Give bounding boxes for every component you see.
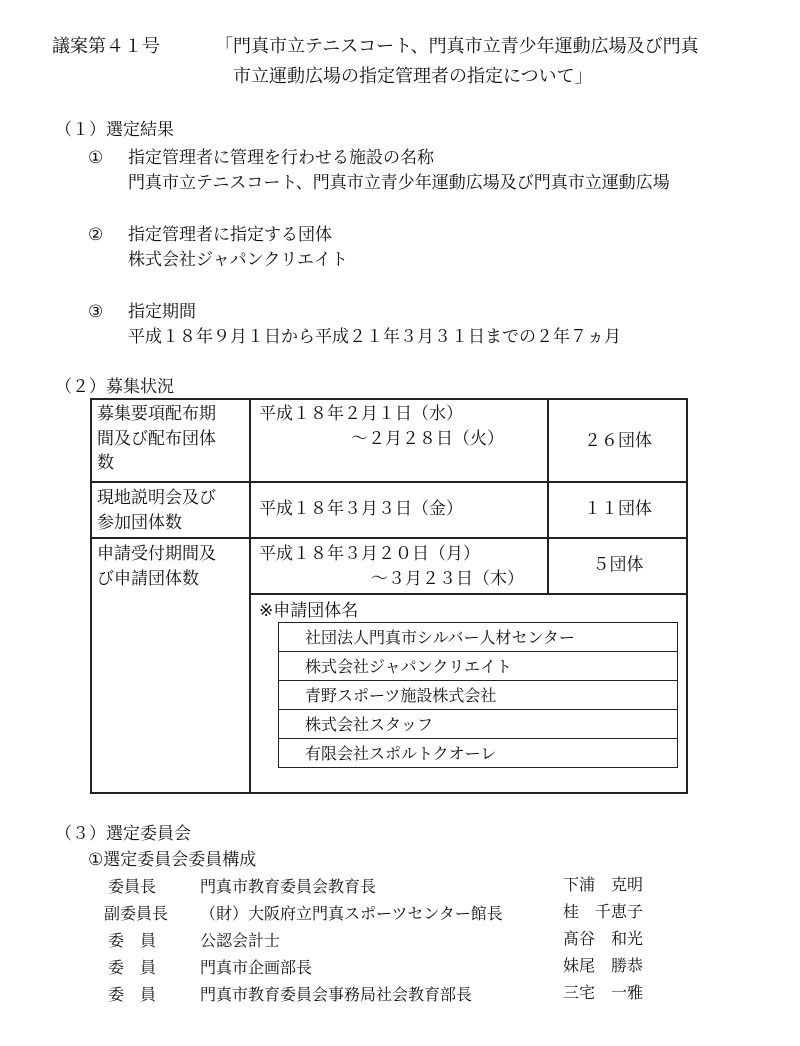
table-row-label xyxy=(90,398,250,482)
section3-heading: （３）選定委員会 xyxy=(55,824,191,844)
applicant-item: 有限会社スポルトクオーレ xyxy=(305,744,497,763)
table-row-label xyxy=(90,538,250,794)
table-row-count: １１団体 xyxy=(548,482,688,538)
title-line: 市立運動広場の指定管理者の指定について」 xyxy=(233,65,593,87)
member-name: 下浦 克明 xyxy=(563,875,644,894)
label-line: 募集要項配布期 xyxy=(97,404,216,424)
item1-label: 指定管理者に管理を行わせる施設の名称 xyxy=(128,148,434,168)
committee-subheading: ①選定委員会委員構成 xyxy=(88,850,257,870)
item2-label: 指定管理者に指定する団体 xyxy=(128,225,332,245)
item3-marker: ③ xyxy=(88,302,104,322)
member-name: 三宅 一雅 xyxy=(563,983,644,1002)
member-affiliation: 門真市企画部長 xyxy=(200,958,313,977)
member-affiliation: 門真市教育委員会事務局社会教育部長 xyxy=(200,985,473,1004)
label-line: 参加団体数 xyxy=(97,512,182,533)
item2-value: 株式会社ジャパンクリエイト xyxy=(128,250,348,270)
period-line: 平成１８年２月１日（水） xyxy=(259,404,463,424)
section2-heading: （２）募集状況 xyxy=(55,377,174,397)
document-number: 議案第４１号 xyxy=(52,36,160,57)
period-line: ～３月２３日（木） xyxy=(371,568,524,589)
label-line: 間及び配布団体 xyxy=(97,428,216,449)
table-row-count: ２６団体 xyxy=(548,398,688,482)
item1-value: 門真市立テニスコート、門真市立青少年運動広場及び門真市立運動広場 xyxy=(128,173,670,193)
member-affiliation: （財）大阪府立門真スポーツセンター館長 xyxy=(200,904,503,923)
applicants-list xyxy=(278,622,678,768)
document-title xyxy=(215,36,699,87)
member-name: 髙谷 和光 xyxy=(563,929,644,948)
label-line: 申請受付期間及 xyxy=(97,544,216,564)
member-role: 副委員長 xyxy=(104,904,169,923)
label-line: び申請団体数 xyxy=(97,568,199,589)
member-name: 桂 千恵子 xyxy=(563,902,644,921)
member-affiliation: 公認会計士 xyxy=(200,931,281,950)
period-line: ～２月２８日（火） xyxy=(351,428,504,449)
item3-value: 平成１８年９月１日から平成２１年３月３１日までの２年７ヵ月 xyxy=(128,327,621,347)
table-row-count: ５団体 xyxy=(548,538,688,594)
member-role: 委員長 xyxy=(108,877,157,896)
section1-heading: （１）選定結果 xyxy=(55,120,174,140)
table-row-period xyxy=(250,482,548,538)
applicant-item: 社団法人門真市シルバー人材センター xyxy=(279,623,677,652)
member-name: 妹尾 勝恭 xyxy=(563,956,644,975)
applicant-item: 株式会社ジャパンクリエイト xyxy=(279,652,677,681)
member-role: 委 員 xyxy=(108,958,157,977)
table-row-period xyxy=(250,398,548,482)
applicant-item: 青野スポーツ施設株式会社 xyxy=(279,681,677,710)
member-role: 委 員 xyxy=(108,931,157,950)
applicant-item: 株式会社スタッフ xyxy=(279,710,677,739)
label-line: 数 xyxy=(97,453,114,474)
table-row-label xyxy=(90,482,250,538)
item3-label: 指定期間 xyxy=(128,302,196,322)
table-row-period xyxy=(250,538,548,594)
item1-marker: ① xyxy=(88,148,104,168)
period-line: 平成１８年３月２０日（月） xyxy=(259,544,480,564)
period-line: 平成１８年３月３日（金） xyxy=(259,499,463,519)
label-line: 現地説明会及び xyxy=(97,488,216,508)
item2-marker: ② xyxy=(88,225,104,245)
member-affiliation: 門真市教育委員会教育長 xyxy=(200,877,377,896)
member-role: 委 員 xyxy=(108,985,157,1004)
applicants-heading: ※申請団体名 xyxy=(259,601,359,621)
title-line: 「門真市立テニスコート、門真市立青少年運動広場及び門真 xyxy=(215,36,699,57)
